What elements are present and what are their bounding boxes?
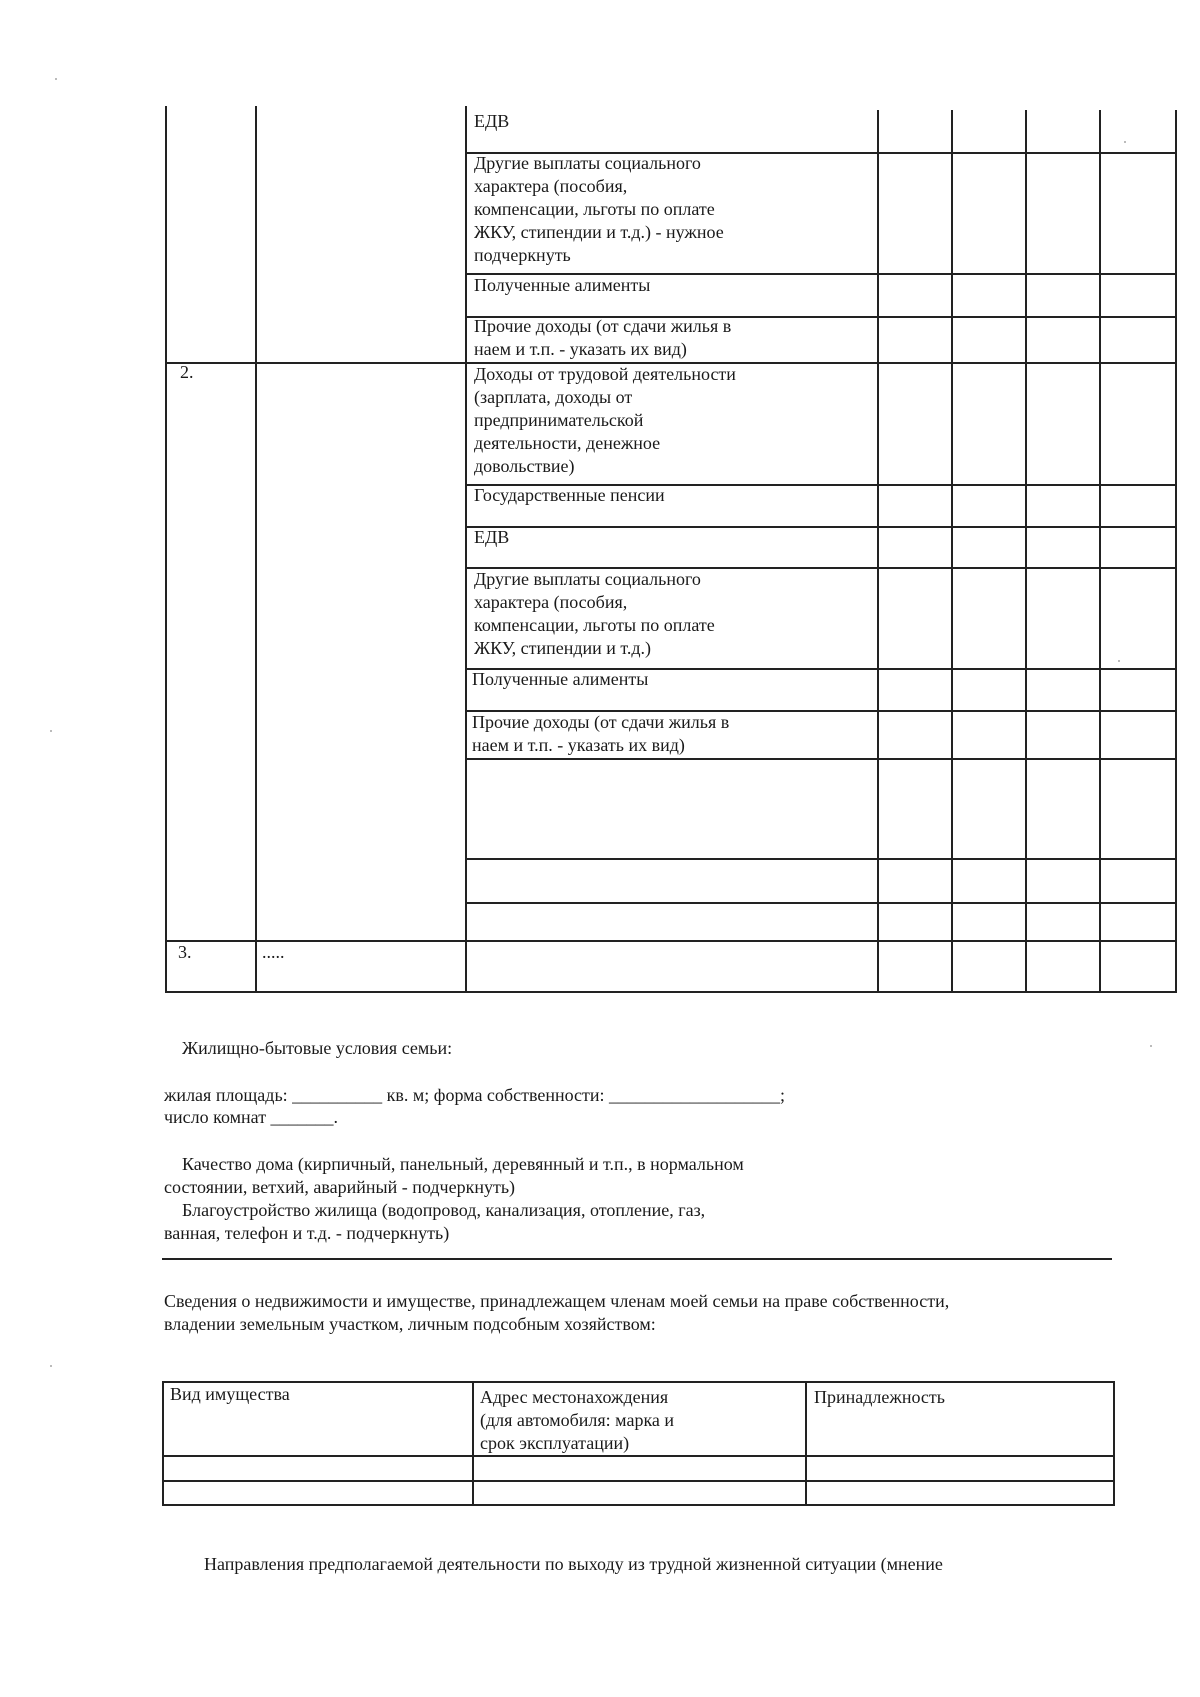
member-name: ..... — [262, 942, 285, 962]
table-col-divider — [877, 110, 879, 993]
property-intro: Сведения о недвижимости и имуществе, принадлежащем членам моей семьи на праве собственности, владении земельным участком, личным подсобным хозяйством: — [164, 1291, 950, 1334]
scan-speck — [50, 1365, 52, 1367]
income-row-label: Полученные алименты — [472, 669, 649, 689]
row-divider — [465, 858, 1177, 860]
member-number: 2. — [180, 362, 194, 382]
income-row-label: Другие выплаты социального характера (пособия, компенсации, льготы по оплате ЖКУ, стипендии и т.д.) - нужное подчеркнуть — [474, 153, 724, 265]
table-border-bottom — [162, 1504, 1114, 1506]
table-col-divider — [255, 106, 257, 993]
member-number: 3. — [178, 942, 192, 962]
table-border-left — [162, 1381, 164, 1506]
row-divider — [162, 1480, 1114, 1482]
scan-speck — [55, 78, 57, 80]
property-ownership-header: Принадлежность — [814, 1387, 945, 1407]
income-row-label: Государственные пенсии — [474, 485, 665, 505]
income-row-label: Другие выплаты социального характера (пособия, компенсации, льготы по оплате ЖКУ, стипендии и т.д.) — [474, 569, 715, 658]
table-border-right — [1113, 1381, 1115, 1506]
table-col-divider — [465, 106, 467, 993]
scan-speck — [1124, 141, 1126, 143]
table-border-bottom — [165, 991, 1177, 993]
next-section-text: Направления предполагаемой деятельности по выходу из трудной жизненной ситуации (мнение — [204, 1554, 943, 1574]
income-row-label: ЕДВ — [474, 527, 510, 547]
section-divider — [162, 1258, 1112, 1260]
table-border-right — [1175, 110, 1177, 993]
row-divider — [165, 940, 1177, 942]
amenities-text: Благоустройство жилища (водопровод, канализация, отопление, газ, ванная, телефон и т.д. - подчеркнуть) — [164, 1200, 706, 1243]
table-col-divider — [472, 1381, 474, 1506]
income-row-label: Прочие доходы (от сдачи жилья в наем и т.п. - указать их вид) — [472, 712, 730, 755]
row-divider — [162, 1455, 1114, 1457]
table-col-divider — [805, 1381, 807, 1506]
living-area-line: жилая площадь: __________ кв. м; форма собственности: ___________________; — [164, 1085, 786, 1105]
table-border-left — [165, 106, 167, 993]
row-divider — [465, 902, 1177, 904]
housing-heading: Жилищно-бытовые условия семьи: — [182, 1038, 453, 1058]
rooms-line: число комнат _______. — [164, 1107, 339, 1127]
income-row-label: Доходы от трудовой деятельности (зарплата, доходы от предпринимательской деятельности, денежное довольствие) — [474, 364, 736, 476]
house-quality-text: Качество дома (кирпичный, панельный, деревянный и т.п., в нормальном состоянии, ветхий, аварийный - подчеркнуть) — [164, 1154, 744, 1197]
scan-speck — [50, 730, 52, 732]
property-address-header: Адрес местонахождения (для автомобиля: марка и срок эксплуатации) — [480, 1387, 675, 1453]
income-row-label: Полученные алименты — [474, 275, 651, 295]
table-col-divider — [1025, 110, 1027, 993]
row-divider — [465, 758, 1177, 760]
table-col-divider — [1099, 110, 1101, 993]
income-row-label: ЕДВ — [474, 111, 510, 131]
income-row-label: Прочие доходы (от сдачи жилья в наем и т.п. - указать их вид) — [474, 316, 732, 359]
table-border-top — [162, 1381, 1114, 1383]
scan-speck — [1118, 660, 1120, 662]
table-col-divider — [951, 110, 953, 993]
property-type-header: Вид имущества — [170, 1384, 290, 1404]
scan-speck — [1150, 1045, 1152, 1047]
